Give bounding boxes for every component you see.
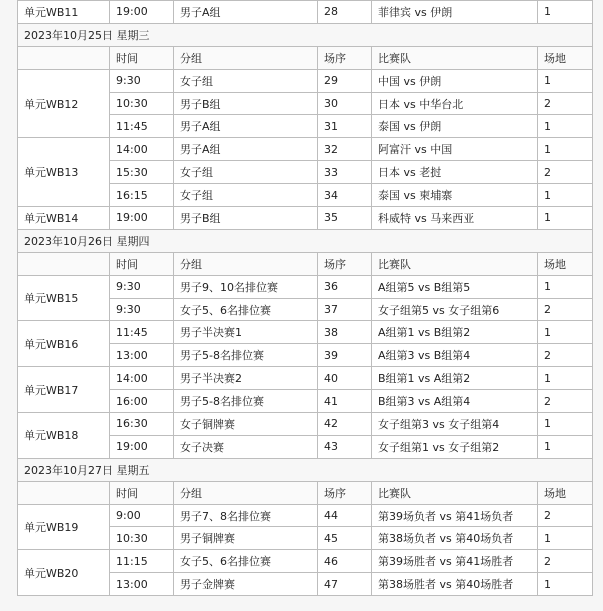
header-venue: 场地 — [538, 481, 593, 504]
time-cell: 9:30 — [110, 69, 174, 92]
match-number-cell: 32 — [318, 138, 372, 161]
teams-cell: B组第1 vs A组第2 — [372, 367, 538, 390]
match-row — [18, 69, 593, 92]
venue-cell: 1 — [538, 573, 593, 596]
match-number-cell: 43 — [318, 435, 372, 458]
time-cell: 9:30 — [110, 275, 174, 298]
group-cell: 女子组 — [174, 161, 318, 184]
date-label: 2023年10月25日 星期三 — [18, 23, 593, 46]
match-row — [18, 275, 593, 298]
venue-cell: 1 — [538, 413, 593, 436]
match-row — [18, 550, 593, 573]
header-row — [18, 252, 593, 275]
venue-cell: 1 — [538, 527, 593, 550]
match-row — [18, 207, 593, 230]
time-cell: 13:00 — [110, 573, 174, 596]
teams-cell: A组第1 vs B组第2 — [372, 321, 538, 344]
teams-cell: 女子组第1 vs 女子组第2 — [372, 435, 538, 458]
match-row — [18, 1, 593, 24]
header-match-number: 场序 — [318, 46, 372, 69]
match-row — [18, 321, 593, 344]
venue-cell: 1 — [538, 138, 593, 161]
group-cell: 男子A组 — [174, 1, 318, 24]
venue-cell: 2 — [538, 298, 593, 321]
match-number-cell: 29 — [318, 69, 372, 92]
time-cell: 19:00 — [110, 435, 174, 458]
venue-cell: 1 — [538, 184, 593, 207]
header-match-number: 场序 — [318, 252, 372, 275]
header-unit-blank — [18, 46, 110, 69]
venue-cell: 1 — [538, 275, 593, 298]
venue-cell: 2 — [538, 92, 593, 115]
date-label: 2023年10月27日 星期五 — [18, 458, 593, 481]
group-cell: 男子9、10名排位赛 — [174, 275, 318, 298]
group-cell: 男子A组 — [174, 115, 318, 138]
date-row — [18, 23, 593, 46]
teams-cell: 菲律宾 vs 伊朗 — [372, 1, 538, 24]
teams-cell: 日本 vs 中华台北 — [372, 92, 538, 115]
teams-cell: 泰国 vs 柬埔寨 — [372, 184, 538, 207]
time-cell: 11:45 — [110, 321, 174, 344]
venue-cell: 1 — [538, 1, 593, 24]
date-row — [18, 229, 593, 252]
header-teams: 比赛队 — [372, 481, 538, 504]
unit-cell: 单元WB11 — [18, 1, 110, 24]
group-cell: 男子A组 — [174, 138, 318, 161]
header-row — [18, 481, 593, 504]
match-row — [18, 413, 593, 436]
time-cell: 10:30 — [110, 92, 174, 115]
time-cell: 11:45 — [110, 115, 174, 138]
time-cell: 15:30 — [110, 161, 174, 184]
header-teams: 比赛队 — [372, 252, 538, 275]
match-number-cell: 30 — [318, 92, 372, 115]
header-teams: 比赛队 — [372, 46, 538, 69]
time-cell: 9:30 — [110, 298, 174, 321]
header-venue: 场地 — [538, 252, 593, 275]
schedule-table — [17, 0, 593, 596]
unit-cell: 单元WB17 — [18, 367, 110, 413]
match-row — [18, 138, 593, 161]
venue-cell: 1 — [538, 367, 593, 390]
time-cell: 9:00 — [110, 504, 174, 527]
group-cell: 男子7、8名排位赛 — [174, 504, 318, 527]
match-number-cell: 46 — [318, 550, 372, 573]
match-number-cell: 42 — [318, 413, 372, 436]
teams-cell: 第38场负者 vs 第40场负者 — [372, 527, 538, 550]
match-number-cell: 44 — [318, 504, 372, 527]
time-cell: 16:15 — [110, 184, 174, 207]
match-number-cell: 39 — [318, 344, 372, 367]
group-cell: 女子铜牌赛 — [174, 413, 318, 436]
teams-cell: 阿富汗 vs 中国 — [372, 138, 538, 161]
match-row — [18, 504, 593, 527]
match-number-cell: 33 — [318, 161, 372, 184]
teams-cell: 第39场负者 vs 第41场负者 — [372, 504, 538, 527]
group-cell: 男子B组 — [174, 92, 318, 115]
header-time: 时间 — [110, 46, 174, 69]
header-time: 时间 — [110, 481, 174, 504]
unit-cell: 单元WB18 — [18, 413, 110, 459]
group-cell: 男子铜牌赛 — [174, 527, 318, 550]
unit-cell: 单元WB20 — [18, 550, 110, 596]
unit-cell: 单元WB16 — [18, 321, 110, 367]
unit-cell: 单元WB13 — [18, 138, 110, 207]
venue-cell: 1 — [538, 115, 593, 138]
match-row — [18, 367, 593, 390]
venue-cell: 1 — [538, 207, 593, 230]
teams-cell: 日本 vs 老挝 — [372, 161, 538, 184]
match-number-cell: 35 — [318, 207, 372, 230]
header-match-number: 场序 — [318, 481, 372, 504]
teams-cell: 女子组第5 vs 女子组第6 — [372, 298, 538, 321]
header-row — [18, 46, 593, 69]
match-number-cell: 36 — [318, 275, 372, 298]
header-unit-blank — [18, 481, 110, 504]
time-cell: 19:00 — [110, 207, 174, 230]
venue-cell: 2 — [538, 161, 593, 184]
schedule-body — [18, 1, 593, 596]
teams-cell: A组第5 vs B组第5 — [372, 275, 538, 298]
match-number-cell: 45 — [318, 527, 372, 550]
group-cell: 女子组 — [174, 69, 318, 92]
venue-cell: 1 — [538, 321, 593, 344]
teams-cell: 第39场胜者 vs 第41场胜者 — [372, 550, 538, 573]
teams-cell: 中国 vs 伊朗 — [372, 69, 538, 92]
time-cell: 14:00 — [110, 138, 174, 161]
match-number-cell: 41 — [318, 390, 372, 413]
header-group: 分组 — [174, 481, 318, 504]
teams-cell: 女子组第3 vs 女子组第4 — [372, 413, 538, 436]
teams-cell: 第38场胜者 vs 第40场胜者 — [372, 573, 538, 596]
unit-cell: 单元WB19 — [18, 504, 110, 550]
group-cell: 女子决赛 — [174, 435, 318, 458]
time-cell: 11:15 — [110, 550, 174, 573]
group-cell: 男子半决赛2 — [174, 367, 318, 390]
venue-cell: 2 — [538, 344, 593, 367]
match-number-cell: 38 — [318, 321, 372, 344]
teams-cell: A组第3 vs B组第4 — [372, 344, 538, 367]
match-number-cell: 47 — [318, 573, 372, 596]
group-cell: 男子半决赛1 — [174, 321, 318, 344]
venue-cell: 2 — [538, 504, 593, 527]
match-number-cell: 40 — [318, 367, 372, 390]
time-cell: 16:00 — [110, 390, 174, 413]
unit-cell: 单元WB15 — [18, 275, 110, 321]
teams-cell: 泰国 vs 伊朗 — [372, 115, 538, 138]
group-cell: 女子5、6名排位赛 — [174, 550, 318, 573]
time-cell: 10:30 — [110, 527, 174, 550]
group-cell: 男子5-8名排位赛 — [174, 390, 318, 413]
date-row — [18, 458, 593, 481]
header-unit-blank — [18, 252, 110, 275]
match-number-cell: 28 — [318, 1, 372, 24]
header-group: 分组 — [174, 46, 318, 69]
unit-cell: 单元WB12 — [18, 69, 110, 138]
time-cell: 14:00 — [110, 367, 174, 390]
venue-cell: 2 — [538, 550, 593, 573]
teams-cell: B组第3 vs A组第4 — [372, 390, 538, 413]
group-cell: 女子组 — [174, 184, 318, 207]
venue-cell: 1 — [538, 69, 593, 92]
match-number-cell: 34 — [318, 184, 372, 207]
time-cell: 19:00 — [110, 1, 174, 24]
group-cell: 女子5、6名排位赛 — [174, 298, 318, 321]
venue-cell: 1 — [538, 435, 593, 458]
match-number-cell: 31 — [318, 115, 372, 138]
header-time: 时间 — [110, 252, 174, 275]
header-group: 分组 — [174, 252, 318, 275]
match-number-cell: 37 — [318, 298, 372, 321]
date-label: 2023年10月26日 星期四 — [18, 229, 593, 252]
group-cell: 男子金牌赛 — [174, 573, 318, 596]
header-venue: 场地 — [538, 46, 593, 69]
group-cell: 男子5-8名排位赛 — [174, 344, 318, 367]
teams-cell: 科威特 vs 马来西亚 — [372, 207, 538, 230]
group-cell: 男子B组 — [174, 207, 318, 230]
unit-cell: 单元WB14 — [18, 207, 110, 230]
venue-cell: 2 — [538, 390, 593, 413]
time-cell: 16:30 — [110, 413, 174, 436]
time-cell: 13:00 — [110, 344, 174, 367]
schedule-sheet — [17, 0, 592, 596]
